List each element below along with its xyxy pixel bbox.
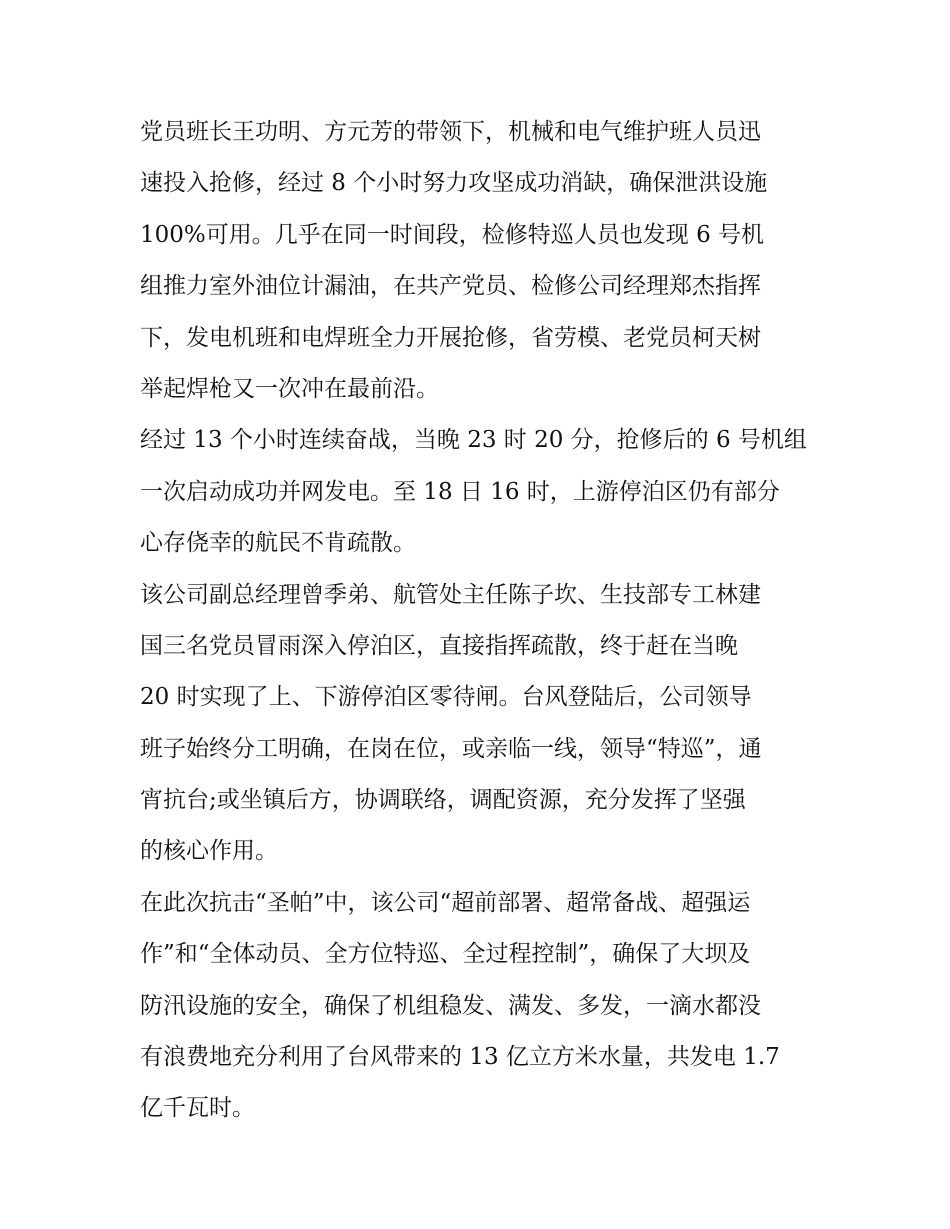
text-line: 宵抗台;或坐镇后方，协调联络，调配资源，充分发挥了坚强 (140, 787, 746, 814)
text-line: 在此次抗击“圣帕”中，该公司“超前部署、超常备战、超强运 (140, 889, 751, 916)
text-line: 下，发电机班和电焊班全力开展抢修，省劳模、老党员柯天树 (140, 324, 761, 351)
text-line: 国三名党员冒雨深入停泊区，直接指挥疏散，终于赶在当晚 (140, 632, 738, 659)
text-line: 100%可用。几乎在同一时间段，检修特巡人员也发现 6 号机 (140, 221, 765, 248)
text-line: 20 时实现了上、下游停泊区零待闸。台风登陆后，公司领导 (140, 684, 752, 711)
text-line: 亿千瓦时。 (140, 1095, 255, 1122)
document-body (140, 107, 830, 1135)
text-line: 作”和“全体动员、全方位特巡、全过程控制”，确保了大坝及 (140, 941, 751, 968)
text-line: 组推力室外油位计漏油，在共产党员、检修公司经理郑杰指挥 (140, 273, 761, 300)
paragraph-2 (140, 415, 830, 569)
text-line: 有浪费地充分利用了台风带来的 13 亿立方米水量，共发电 1.7 (140, 1044, 780, 1071)
paragraph-1 (140, 107, 830, 415)
text-line: 速投入抢修，经过 8 个小时努力攻坚成功消缺，确保泄洪设施 (140, 170, 768, 197)
text-line: 经过 13 个小时连续奋战，当晚 23 时 20 分，抢修后的 6 号机组 (140, 427, 807, 454)
text-line: 心存侥幸的航民不肯疏散。 (140, 530, 416, 557)
paragraph-3 (140, 570, 830, 878)
text-line: 的核心作用。 (140, 838, 278, 865)
text-line: 举起焊枪又一次冲在最前沿。 (140, 375, 439, 402)
text-line: 一次启动成功并网发电。至 18 日 16 时，上游停泊区仍有部分 (140, 478, 780, 505)
text-line: 党员班长王功明、方元芳的带领下，机械和电气维护班人员迅 (140, 119, 761, 145)
text-line: 防汛设施的安全，确保了机组稳发、满发、多发，一滴水都没 (140, 992, 761, 1019)
text-line: 该公司副总经理曾季弟、航管处主任陈子坎、生技部专工林建 (140, 581, 761, 608)
text-line: 班子始终分工明确，在岗在位，或亲临一线，领导“特巡”，通 (140, 735, 762, 762)
paragraph-4 (140, 878, 830, 1135)
